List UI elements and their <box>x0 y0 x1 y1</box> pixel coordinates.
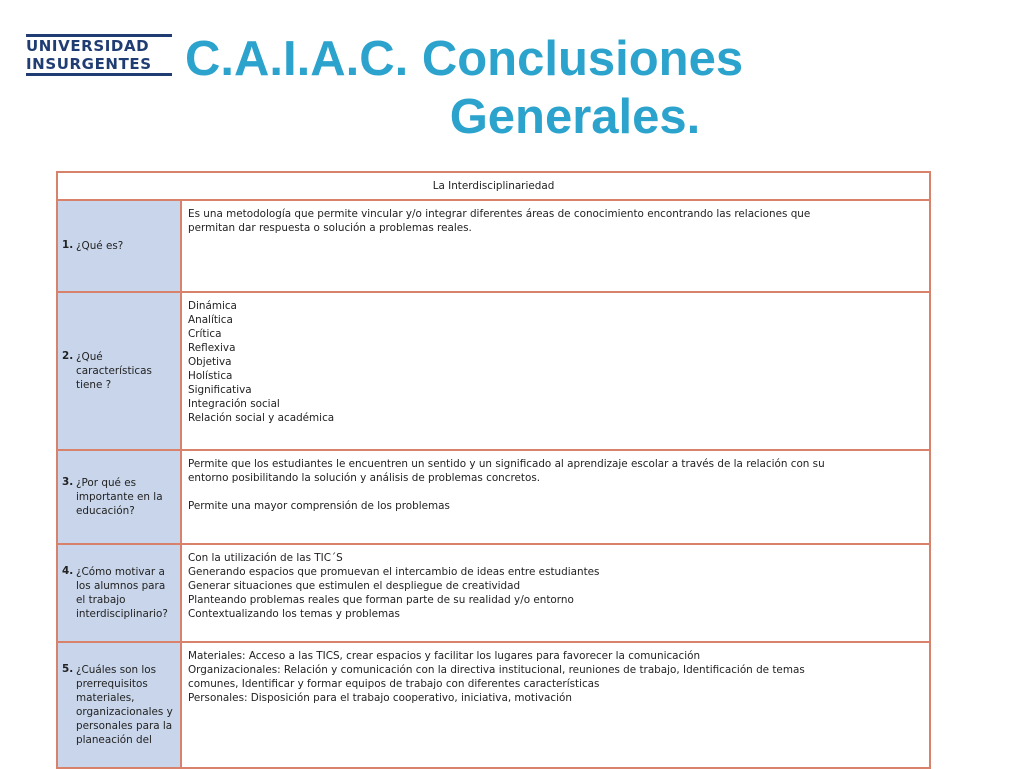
table-row <box>57 200 930 292</box>
interdisciplinarity-table-container <box>56 171 931 769</box>
answer-line: Organizacionales: Relación y comunicación con la directiva institucional, reuniones de trabajo, Identificación de temas <box>188 664 805 676</box>
answer-line: Reflexiva <box>188 342 236 354</box>
university-logo <box>26 34 172 76</box>
question-cell <box>57 450 181 544</box>
question-text: ¿Qué es? <box>76 240 124 252</box>
slide-title <box>175 30 975 146</box>
table-header: La Interdisciplinariedad <box>57 172 930 200</box>
question-cell <box>57 544 181 642</box>
table-row <box>57 450 930 544</box>
answer-line: Holística <box>188 370 233 382</box>
answer-cell <box>181 200 930 292</box>
question-number: 3. <box>62 476 74 488</box>
answer-line: Contextualizando los temas y problemas <box>188 608 400 620</box>
question-number: 1. <box>62 239 74 251</box>
logo-bottom-rule <box>26 73 172 76</box>
answer-line: Integración social <box>188 398 280 410</box>
answer-line: comunes, Identificar y formar equipos de trabajo con diferentes características <box>188 678 600 690</box>
answer-spacer <box>188 485 923 499</box>
answer-line: Dinámica <box>188 300 237 312</box>
question-cell <box>57 642 181 768</box>
question-text: ¿Cómo motivar a los alumnos para el trabajo interdisciplinario? <box>76 566 168 620</box>
answer-line: Planteando problemas reales que forman parte de su realidad y/o entorno <box>188 594 574 606</box>
question-text: ¿Cuáles son los prerrequisitos materiales, organizacionales y personales para la planeación del <box>76 664 173 746</box>
logo-line-1: UNIVERSIDAD <box>26 37 150 55</box>
answer-line: Materiales: Acceso a las TICS, crear espacios y facilitar los lugares para favorecer la comunicación <box>188 650 701 662</box>
answer-line: Generar situaciones que estimulen el despliegue de creatividad <box>188 580 521 592</box>
question-cell <box>57 292 181 450</box>
answer-line: entorno posibilitando la solución y análisis de problemas concretos. <box>188 472 541 484</box>
answer-line: Crítica <box>188 328 222 340</box>
answer-line: permitan dar respuesta o solución a problemas reales. <box>188 222 472 234</box>
table-row <box>57 642 930 768</box>
answer-line: Relación social y académica <box>188 412 335 424</box>
answer-line: Permite que los estudiantes le encuentren un sentido y un significado al aprendizaje escolar a través de la relación con su <box>188 458 825 470</box>
answer-cell <box>181 450 930 544</box>
logo-line-2: INSURGENTES <box>26 55 152 73</box>
answer-line: Generando espacios que promuevan el intercambio de ideas entre estudiantes <box>188 566 600 578</box>
answer-line: Permite una mayor comprensión de los problemas <box>188 500 450 512</box>
question-number: 5. <box>62 663 74 675</box>
interdisciplinarity-table <box>56 171 931 769</box>
answer-cell <box>181 642 930 768</box>
question-number: 4. <box>62 565 74 577</box>
answer-line: Objetiva <box>188 356 232 368</box>
answer-line: Analítica <box>188 314 233 326</box>
answer-line: Con la utilización de las TIC´S <box>188 552 343 564</box>
table-row <box>57 544 930 642</box>
question-text: ¿Qué características tiene ? <box>76 351 152 391</box>
answer-cell <box>181 544 930 642</box>
question-number: 2. <box>62 350 74 362</box>
slide-title-line-2: Generales. <box>449 90 701 144</box>
answer-cell <box>181 292 930 450</box>
table-row <box>57 292 930 450</box>
answer-line: Es una metodología que permite vincular y/o integrar diferentes áreas de conocimiento encontrando las relaciones que <box>188 208 811 220</box>
slide-title-line-1: C.A.I.A.C. Conclusiones <box>185 32 744 86</box>
answer-line: Significativa <box>188 384 252 396</box>
answer-line: Personales: Disposición para el trabajo cooperativo, iniciativa, motivación <box>188 692 572 704</box>
question-text: ¿Por qué es importante en la educación? <box>76 477 163 517</box>
question-cell <box>57 200 181 292</box>
